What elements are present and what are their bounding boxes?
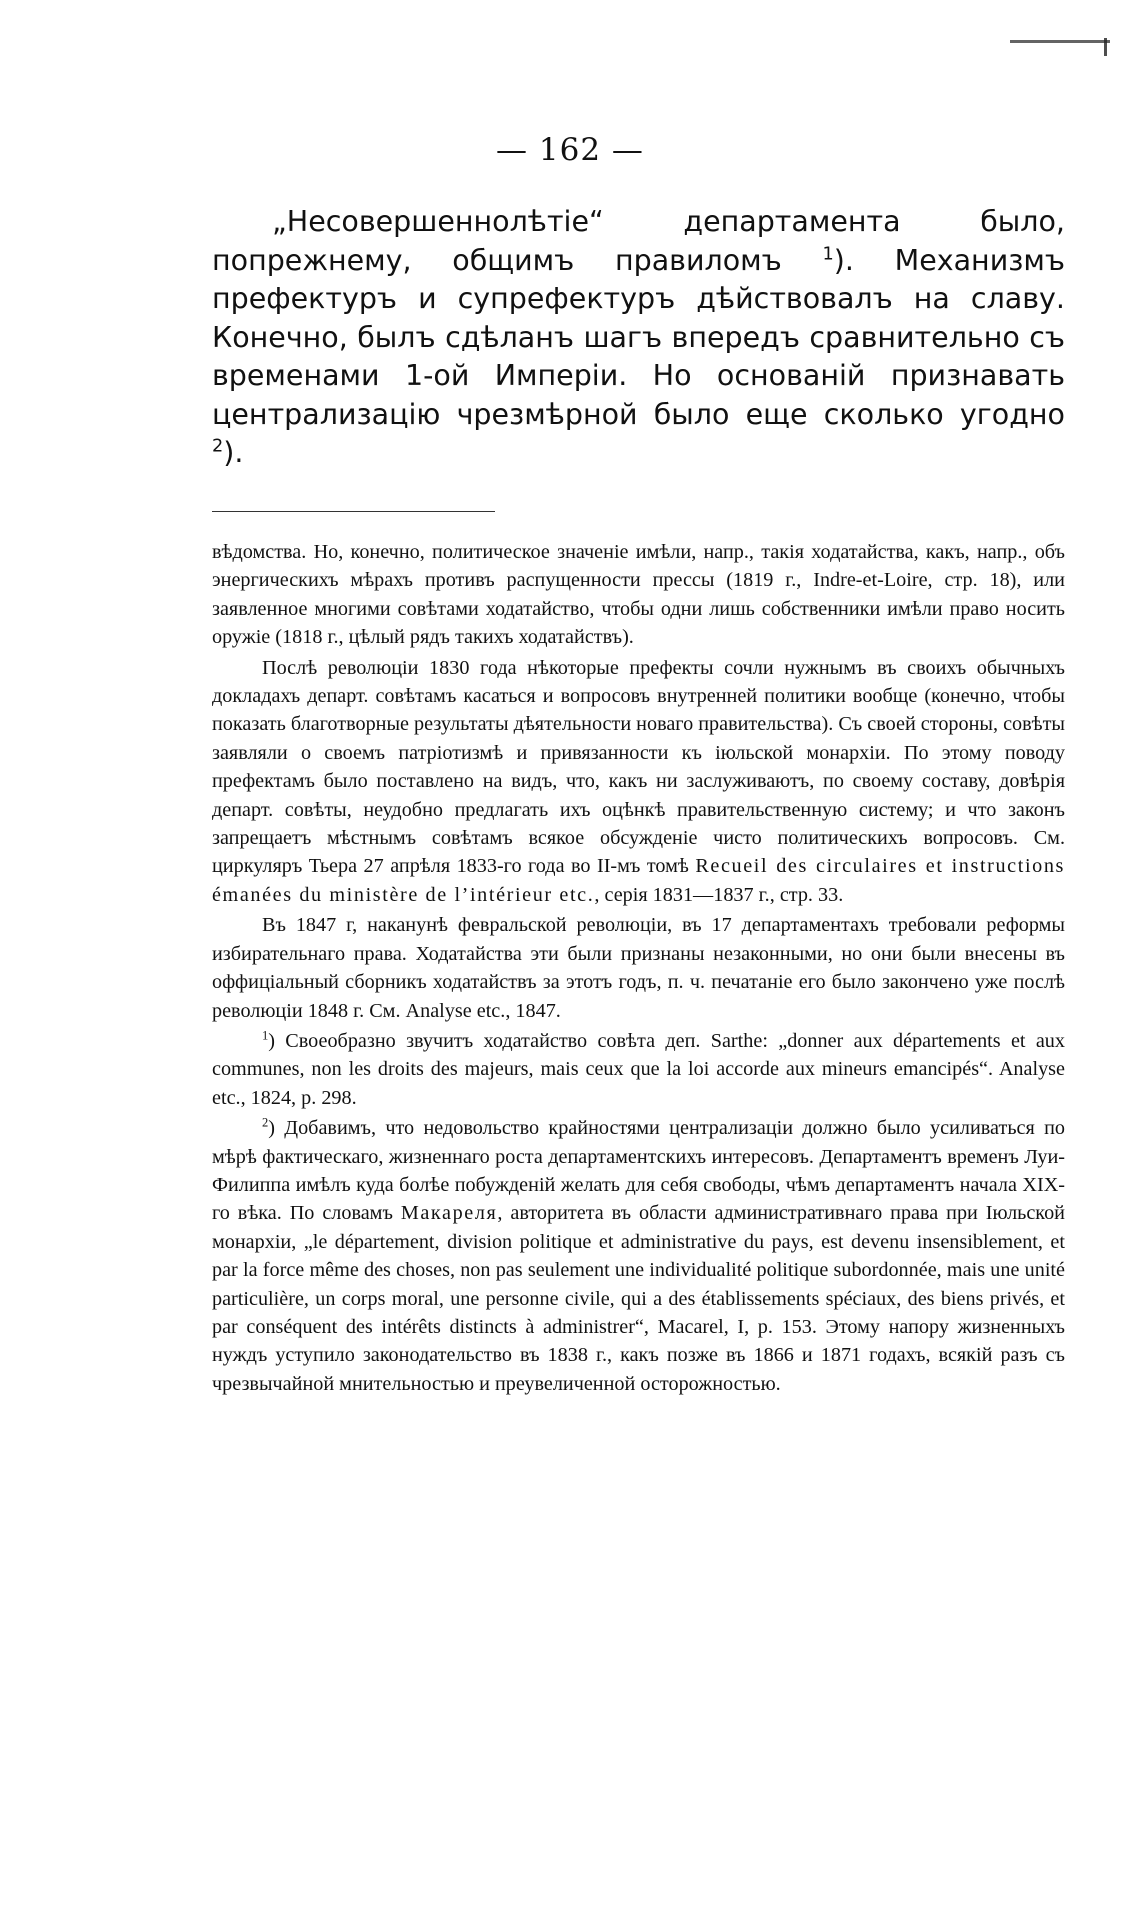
footnote-2-text-b: , авторитета въ области административнаго права при Іюльской монархіи, „le département, division politique et administrative du pays, est devenu insensiblement, et par la force même des choses, non pas seulement une individualité politique subordonnée, mais une unité particulière, un corps moral, une personne civile, qui a des établissements spéciaux, des biens privés, et par conséquent des intérêts distincts à administrer“, Macarel, I, p. 153. Этому напору жизненныхъ нуждъ уступило законодательство въ 1838 г., какъ позже въ 1866 и 1871 годахъ, всякій разъ съ чрезвычайной мнительностью и преувеличенной осторожностью. — [212, 1202, 1065, 1395]
note-revolution-1830 — [212, 654, 1065, 910]
main-text-part1: „Несовершеннолѣтіе“ департамента было, попрежнему, общимъ правиломъ — [212, 205, 1065, 277]
main-text-part2: ). Механизмъ префектуръ и супрефектуръ дѣйствовалъ на славу. Конечно, былъ сдѣланъ шагъ впередъ сравнительно съ временами 1-ой Имперіи. Но основаній признавать централизацію чрезмѣрной было еще сколько угодно — [212, 243, 1066, 431]
main-text — [212, 203, 1065, 473]
page-number: — 162 — — [496, 132, 644, 168]
footnote-1-marker: 1 — [262, 1028, 269, 1043]
footnote-2 — [212, 1114, 1065, 1398]
note-1830-text-b: , серія 1831—1837 г., стр. 33. — [594, 883, 844, 906]
scan-mark — [1104, 38, 1107, 56]
footnote-continuation: вѣдомства. Но, конечно, политическое значеніе имѣли, напр., такія ходатайства, какъ, напр., объ энергическихъ мѣрахъ противъ распущенности прессы (1819 г., Indre-et-Loire, стр. 18), или заявленное многими совѣтами ходатайство, чтобы одни лишь собственники имѣли право носить оружіе (1818 г., цѣлый рядъ такихъ ходатайствъ). — [212, 541, 1065, 649]
footnote-1-text: ) Своеобразно звучитъ ходатайство совѣта деп. Sarthe: „donner aux départements et aux communes, non les droits des majeurs, mais ceux que la loi accorde aux mineurs emancipés“. Analyse etc., 1824, p. 298. — [212, 1029, 1065, 1109]
main-text-part3: ). — [223, 436, 244, 469]
footnote-ref-1: 1 — [822, 244, 834, 264]
footnote-ref-2: 2 — [212, 436, 224, 457]
footnote-2-marker: 2 — [262, 1115, 269, 1130]
note-1830-title: Recueil des circulaires et instructions émanées du ministère de l’intérieur etc. — [212, 855, 1065, 906]
note-1830-text-a: Послѣ революціи 1830 года нѣкоторые префекты сочли нужнымъ въ своихъ обычныхъ докладахъ департ. совѣтамъ касаться и вопросовъ внутренней политики вообще (конечно, чтобы показать благотворные результаты дѣятельности новаго правительства). Съ своей стороны, совѣты заявляли о своемъ патріотизмѣ и привязанности къ іюльской монархіи. По этому поводу префектамъ было поставлено на видъ, что, какъ ни заслуживаютъ, по своему составу, довѣрія департ. совѣты, неудобно предлагать ихъ оцѣнкѣ правительственную систему; и что законъ запрещаетъ мѣстнымъ совѣтамъ всякое обсужденіе чисто политическихъ вопросовъ. См. циркуляръ Тьера 27 апрѣля 1833-го года во II-мъ томѣ — [212, 656, 1065, 878]
scan-mark — [1010, 40, 1110, 43]
note-revolution-1847: Въ 1847 г, наканунѣ февральской революціи, въ 17 департаментахъ требовали реформы избирательнаго права. Ходатайства эти были признаны незаконными, но они были внесены въ оффиціальный сборникъ ходатайствъ за этотъ годъ, п. ч. печатаніе его было закончено уже послѣ революціи 1848 г. См. Analyse etc., 1847. — [212, 914, 1065, 1022]
footnote-divider — [212, 511, 495, 512]
footnote-2-name: Макареля — [400, 1202, 498, 1225]
footnote-1 — [212, 1027, 1065, 1112]
main-paragraph — [212, 203, 1065, 473]
footnote-2-text-a: ) Добавимъ, что недовольство крайностями централизаціи должно было усиливаться по мѣрѣ фактическаго, жизненнаго роста департаментскихъ интересовъ. Департаментъ временъ Луи-Филиппа имѣлъ куда болѣе побужденій желать для себя свободы, чѣмъ департаментъ начала XIX-го вѣка. По словамъ — [212, 1117, 1065, 1225]
footnotes — [212, 538, 1065, 1400]
